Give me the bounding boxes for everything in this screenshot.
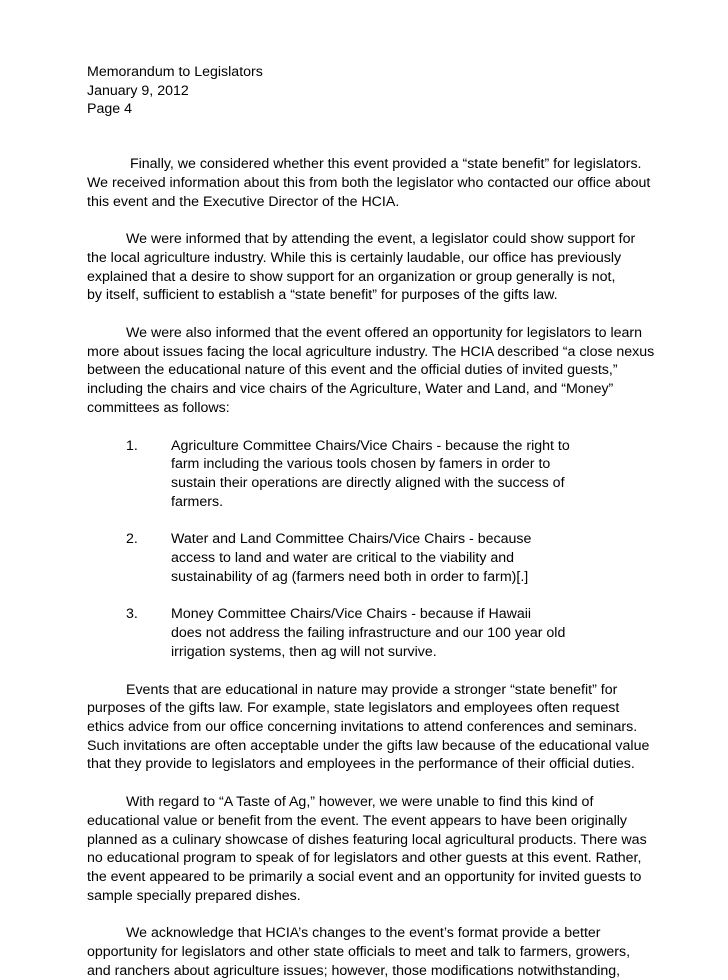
paragraph-show-support — [87, 230, 667, 305]
text-line: Water and Land Committee Chairs/Vice Chairs - because — [171, 531, 532, 548]
paragraph-state-benefit — [87, 155, 667, 211]
list-item — [87, 530, 667, 586]
text-line: Agriculture Committee Chairs/Vice Chairs - because the right to — [171, 437, 570, 454]
text-line: irrigation systems, then ag will not survive. — [171, 643, 437, 660]
memo-header — [87, 63, 667, 119]
list-number: 3. — [126, 606, 138, 623]
text-line: educational value or benefit from the event. The event appears to have been originally — [87, 812, 628, 829]
text-line: explained that a desire to show support for an organization or group generally is not, — [87, 268, 616, 285]
text-line: sustain their operations are directly aligned with the success of — [171, 474, 565, 491]
text-line: We received information about this from both the legislator who contacted our office about — [87, 174, 651, 191]
text-line: We were also informed that the event offered an opportunity for legislators to learn — [126, 325, 643, 342]
text-line: this event and the Executive Director of the HCIA. — [87, 193, 400, 210]
text-line: by itself, sufficient to establish a “state benefit” for purposes of the gifts law. — [87, 287, 558, 304]
text-line: Events that are educational in nature may provide a stronger “state benefit” for — [126, 681, 618, 698]
text-line: farmers. — [171, 493, 224, 510]
text-line: that they provide to legislators and employees in the performance of their official duties. — [87, 756, 635, 773]
text-line: committees as follows: — [87, 399, 230, 416]
text-line: We were informed that by attending the event, a legislator could show support for — [126, 231, 636, 248]
text-line: purposes of the gifts law. For example, state legislators and employees often request — [87, 700, 620, 717]
text-line: sustainability of ag (farmers need both in order to farm)[.] — [171, 568, 529, 585]
text-line: ethics advice from our office concerning invitations to attend conferences and seminars. — [87, 718, 638, 735]
page-number: Page 4 — [87, 101, 132, 118]
list-number: 1. — [126, 437, 138, 454]
text-line: sample specially prepared dishes. — [87, 887, 301, 904]
text-line: more about issues facing the local agriculture industry. The HCIA described “a close nexus — [87, 343, 655, 360]
list-number: 2. — [126, 531, 138, 548]
text-line: Such invitations are often acceptable under the gifts law because of the educational value — [87, 737, 650, 754]
paragraph-educational-events — [87, 681, 667, 775]
text-line: With regard to “A Taste of Ag,” however, we were unable to find this kind of — [126, 794, 594, 811]
memo-date: January 9, 2012 — [87, 82, 189, 99]
list-item — [87, 605, 667, 661]
text-line: Finally, we considered whether this event provided a “state benefit” for legislators. — [126, 156, 642, 173]
text-line: We acknowledge that HCIA’s changes to the event’s format provide a better — [126, 925, 601, 942]
paragraph-learn-issues — [87, 324, 667, 418]
committee-list — [87, 437, 667, 662]
text-line: between the educational nature of this event and the official duties of invited guests,” — [87, 362, 618, 379]
text-line: no educational program to speak of for legislators and other guests at this event. Rather, — [87, 850, 642, 867]
text-line: including the chairs and vice chairs of the Agriculture, Water and Land, and “Money” — [87, 381, 614, 398]
text-line: access to land and water are critical to the viability and — [171, 550, 515, 567]
document-page — [87, 63, 667, 980]
text-line: and ranchers about agriculture issues; however, those modifications notwithstanding, — [87, 962, 621, 979]
text-line: Money Committee Chairs/Vice Chairs - because if Hawaii — [171, 606, 532, 623]
paragraph-hcia-changes — [87, 924, 667, 980]
text-line: the local agriculture industry. While this is certainly laudable, our office has previously — [87, 249, 622, 266]
memo-title: Memorandum to Legislators — [87, 64, 263, 80]
list-item — [87, 437, 667, 512]
text-line: planned as a culinary showcase of dishes featuring local agricultural products. There was — [87, 831, 647, 848]
text-line: farm including the various tools chosen by famers in order to — [171, 456, 551, 473]
text-line: opportunity for legislators and other state officials to meet and talk to farmers, growers, — [87, 944, 631, 961]
text-line: the event appeared to be primarily a social event and an opportunity for invited guests to — [87, 868, 642, 885]
text-line: does not address the failing infrastructure and our 100 year old — [171, 625, 566, 642]
paragraph-taste-of-ag — [87, 793, 667, 905]
